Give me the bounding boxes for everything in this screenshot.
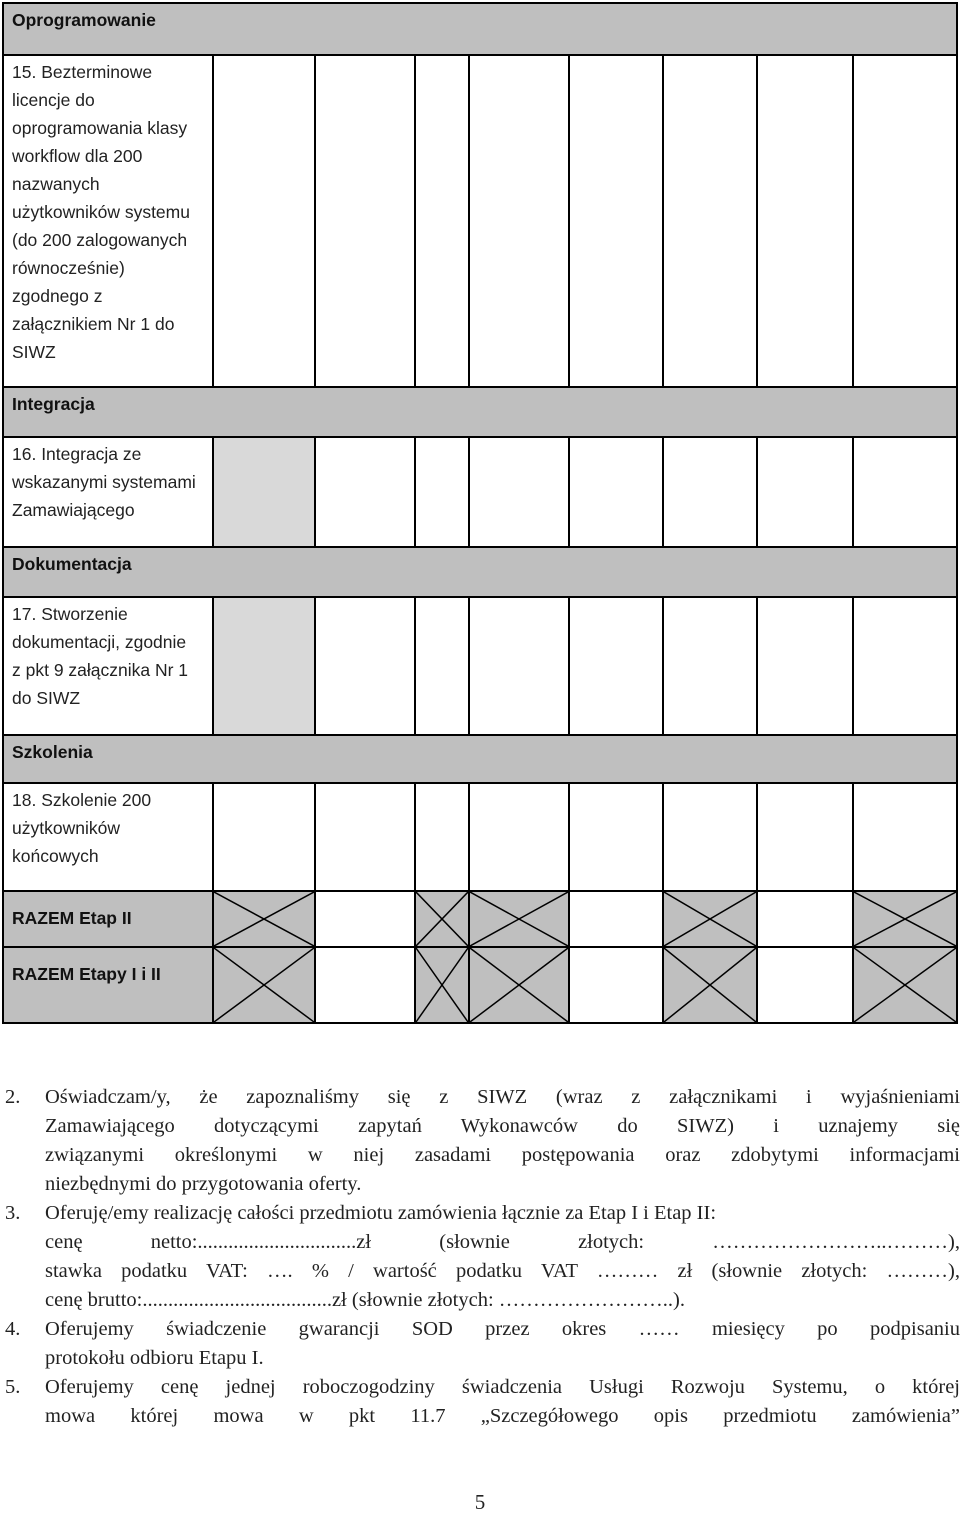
value-cell[interactable] [212,782,316,892]
total-label: RAZEM Etapy I i II [12,964,161,984]
crossed-cell [852,890,958,948]
total-label: RAZEM Etap II [12,908,132,928]
value-cell[interactable] [662,54,758,388]
section-label: Oprogramowanie [12,10,156,30]
item-label: 16. Integracja ze wskazanymi systemami Zamawiającego [12,444,196,520]
paragraph-line: Oferujemy cenę jednej roboczogodziny świadczenia Usługi Rozwoju Systemu, o której [45,1376,960,1398]
paragraph-line: Oferuję/emy realizację całości przedmiotu zamówienia łącznie za Etap I i Etap II: [45,1202,717,1224]
value-cell[interactable] [568,54,664,388]
value-cell[interactable] [314,596,416,736]
value-cell[interactable] [756,436,854,548]
paragraph-5 [5,1373,960,1431]
value-cell[interactable] [852,54,958,388]
value-cell[interactable] [852,782,958,892]
crossed-cell [414,890,470,948]
value-cell[interactable] [662,436,758,548]
table-row-item-16-label [2,436,214,548]
crossed-cell [662,890,758,948]
value-cell[interactable] [414,782,470,892]
value-cell[interactable] [314,436,416,548]
value-cell[interactable] [414,596,470,736]
value-cell[interactable] [468,436,570,548]
pricing-table [2,2,958,1024]
crossed-cell [212,946,316,1024]
value-cell[interactable] [212,54,316,388]
total-row-etap-2-label [2,890,214,948]
section-header-dokumentacja [2,546,958,598]
value-cell[interactable] [314,946,416,1024]
item-label: 17. Stworzenie dokumentacji, zgodnie z pkt 9 załącznika Nr 1 do SIWZ [12,604,189,708]
paragraph-3 [5,1199,960,1315]
paragraph-2 [5,1083,960,1199]
value-cell[interactable] [852,436,958,548]
value-cell[interactable] [662,596,758,736]
paragraph-line: Zamawiającego dotyczącymi zapytań Wykonawców do SIWZ) i uznajemy się [45,1115,960,1137]
paragraph-line: cenę netto:...............................zł (słownie złotych: ……………………..………), [45,1231,960,1253]
crossed-cell [414,946,470,1024]
paragraph-line: stawka podatku VAT: …. % / wartość podatku VAT ……… zł (słownie złotych: ………), [45,1260,960,1282]
value-cell[interactable] [852,596,958,736]
paragraph-number: 2. [5,1086,21,1108]
table-row-item-18-label [2,782,214,892]
value-cell[interactable] [568,436,664,548]
value-cell[interactable] [662,782,758,892]
paragraph-line: cenę brutto:.....................................zł (słownie złotych: ……………………..). [45,1289,685,1311]
section-label: Dokumentacja [12,554,132,574]
section-label: Integracja [12,394,95,414]
paragraph-line: mowa której mowa w pkt 11.7 „Szczegółowego opis przedmiotu zamówienia” [45,1405,960,1427]
value-cell[interactable] [756,54,854,388]
section-header-oprogramowanie [2,2,958,56]
paragraph-line: niezbędnymi do przygotowania oferty. [45,1173,362,1195]
paragraph-line: związanymi określonymi w niej zasadami postępowania oraz zdobytymi informacjami [45,1144,960,1166]
value-cell[interactable] [568,782,664,892]
section-label: Szkolenia [12,742,93,762]
total-row-etapy-1-2-label [2,946,214,1024]
value-cell[interactable] [756,782,854,892]
section-header-integracja [2,386,958,438]
crossed-cell [468,946,570,1024]
crossed-cell [468,890,570,948]
value-cell[interactable] [414,54,470,388]
value-cell[interactable] [314,890,416,948]
value-cell[interactable] [756,596,854,736]
section-header-szkolenia [2,734,958,784]
value-cell-shaded [212,596,316,736]
item-label: 18. Szkolenie 200 użytkowników końcowych [12,790,152,866]
table-row-item-17-label [2,596,214,736]
value-cell[interactable] [568,596,664,736]
paragraph-line: Oferujemy świadczenie gwarancji SOD przez okres …… miesięcy po podpisaniu [45,1318,960,1340]
paragraph-number: 3. [5,1202,21,1224]
value-cell[interactable] [314,782,416,892]
value-cell[interactable] [756,890,854,948]
item-label: 15. Bezterminowe licencje do oprogramowania klasy workflow dla 200 nazwanych użytkowników systemu (do 200 zalogowanych równocześnie) zgodnego z załącznikiem Nr 1 do SIWZ [12,62,190,362]
value-cell[interactable] [414,436,470,548]
value-cell[interactable] [314,54,416,388]
value-cell[interactable] [568,890,664,948]
crossed-cell [852,946,958,1024]
value-cell[interactable] [468,782,570,892]
paragraph-number: 5. [5,1376,21,1398]
value-cell[interactable] [468,54,570,388]
value-cell[interactable] [468,596,570,736]
paragraph-line: protokołu odbioru Etapu I. [45,1347,264,1369]
paragraph-number: 4. [5,1318,21,1340]
table-row-item-15-label [2,54,214,388]
crossed-cell [662,946,758,1024]
page-number: 5 [474,1490,486,1514]
paragraph-line: Oświadczam/y, że zapoznaliśmy się z SIWZ (wraz z załącznikami i wyjaśnieniami [45,1086,960,1108]
value-cell-shaded [212,436,316,548]
value-cell[interactable] [756,946,854,1024]
crossed-cell [212,890,316,948]
paragraph-4 [5,1315,960,1373]
value-cell[interactable] [568,946,664,1024]
